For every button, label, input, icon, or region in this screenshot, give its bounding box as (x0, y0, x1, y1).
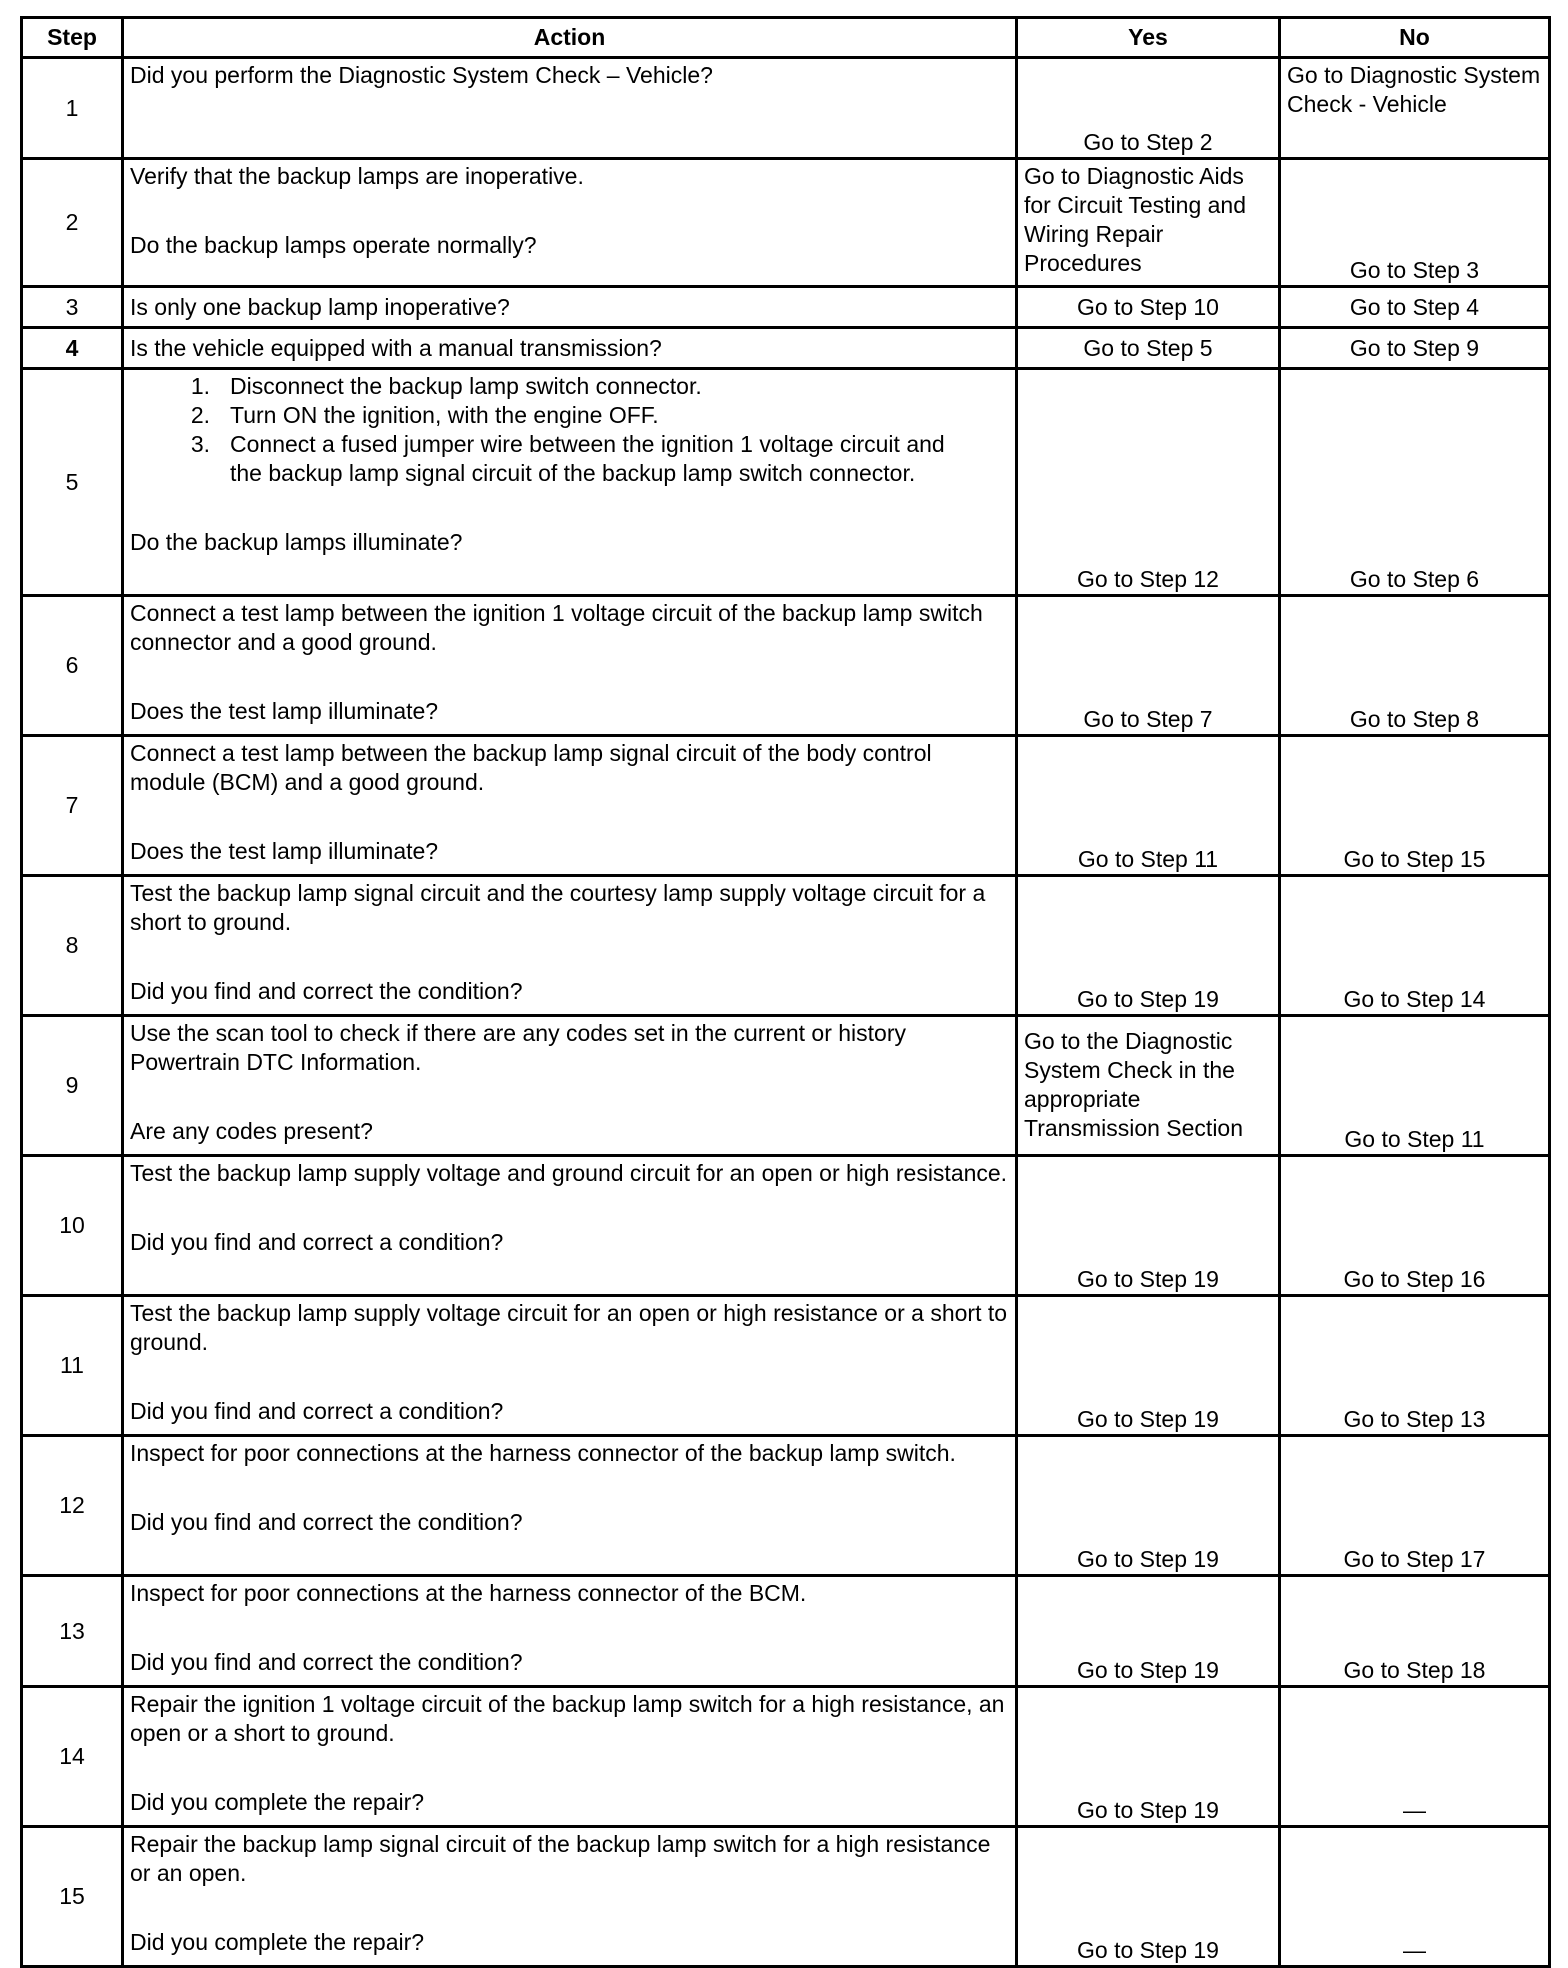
header-yes: Yes (1017, 18, 1280, 58)
action-cell (123, 1827, 1017, 1967)
action-text: Verify that the backup lamps are inoperative. (130, 163, 584, 189)
action-text: Repair the ignition 1 voltage circuit of the backup lamp switch for a high resistance, an open or a short to ground. (130, 1691, 1005, 1746)
action-cell (123, 1436, 1017, 1576)
yes-cell: Go to Step 10 (1017, 287, 1280, 328)
table-row (22, 596, 1550, 736)
header-action: Action (123, 18, 1017, 58)
action-cell (123, 736, 1017, 876)
substep-list (130, 372, 1011, 488)
action-text: Connect a test lamp between the ignition 1 voltage circuit of the backup lamp switch connector and a good ground. (130, 600, 983, 655)
step-number: 12 (22, 1436, 123, 1576)
no-cell: Go to Step 8 (1280, 596, 1550, 736)
table-row (22, 369, 1550, 596)
step-number: 5 (22, 369, 123, 596)
no-cell: Go to Step 18 (1280, 1576, 1550, 1687)
action-text: Inspect for poor connections at the harness connector of the backup lamp switch. (130, 1440, 956, 1466)
question-text: Did you find and correct the condition? (130, 1649, 523, 1675)
header-step: Step (22, 18, 123, 58)
step-number: 9 (22, 1016, 123, 1156)
step-number: 3 (22, 287, 123, 328)
substep-text: Disconnect the backup lamp switch connector. (230, 373, 702, 399)
question-text: Did you find and correct a condition? (130, 1229, 504, 1255)
question-text: Did you complete the repair? (130, 1789, 425, 1815)
action-text: Test the backup lamp supply voltage circuit for an open or high resistance or a short to ground. (130, 1300, 1008, 1355)
no-cell: Go to Step 17 (1280, 1436, 1550, 1576)
yes-cell: Go to Step 5 (1017, 328, 1280, 369)
question-text: Does the test lamp illuminate? (130, 698, 439, 724)
action-text: Is the vehicle equipped with a manual transmission? (123, 328, 1017, 369)
table-header-row (22, 18, 1550, 58)
action-cell (123, 58, 1017, 159)
no-cell: — (1280, 1687, 1550, 1827)
header-no: No (1280, 18, 1550, 58)
step-number: 15 (22, 1827, 123, 1967)
substep-item (130, 430, 1011, 488)
action-text: Test the backup lamp supply voltage and ground circuit for an open or high resistance. (130, 1160, 1008, 1186)
table-row (22, 1016, 1550, 1156)
table-row (22, 1296, 1550, 1436)
action-cell (123, 1687, 1017, 1827)
action-text: Connect a test lamp between the backup lamp signal circuit of the body control module (BCM) and a good ground. (130, 740, 932, 795)
no-cell: Go to Step 13 (1280, 1296, 1550, 1436)
yes-cell: Go to Step 2 (1017, 58, 1280, 159)
table-row (22, 1576, 1550, 1687)
action-text: Is only one backup lamp inoperative? (123, 287, 1017, 328)
no-cell: Go to Step 4 (1280, 287, 1550, 328)
yes-cell: Go to Step 19 (1017, 1436, 1280, 1576)
table-row (22, 58, 1550, 159)
yes-cell: Go to Step 19 (1017, 876, 1280, 1016)
table-row (22, 1827, 1550, 1967)
table-row (22, 1156, 1550, 1296)
action-text: Use the scan tool to check if there are any codes set in the current or history Powertrain DTC Information. (130, 1020, 907, 1075)
substep-number: 3. (190, 431, 210, 457)
step-number: 8 (22, 876, 123, 1016)
question-text: Do the backup lamps operate normally? (130, 232, 537, 258)
table-row (22, 1687, 1550, 1827)
yes-cell: Go to Step 19 (1017, 1156, 1280, 1296)
no-cell: Go to Step 15 (1280, 736, 1550, 876)
question-text: Did you find and correct a condition? (130, 1398, 504, 1424)
yes-cell: Go to Step 19 (1017, 1827, 1280, 1967)
yes-cell: Go to Step 19 (1017, 1296, 1280, 1436)
yes-cell: Go to Step 19 (1017, 1576, 1280, 1687)
no-cell: Go to Step 11 (1280, 1016, 1550, 1156)
action-cell (123, 1156, 1017, 1296)
diagnostic-table (20, 16, 1551, 1968)
table-row (22, 159, 1550, 287)
yes-cell: Go to the Diagnostic System Check in the appropriate Transmission Section (1017, 1016, 1280, 1156)
action-text: Inspect for poor connections at the harness connector of the BCM. (130, 1580, 807, 1606)
step-number: 6 (22, 596, 123, 736)
no-cell: Go to Step 14 (1280, 876, 1550, 1016)
step-number: 14 (22, 1687, 123, 1827)
question-text: Are any codes present? (130, 1118, 373, 1144)
yes-cell: Go to Diagnostic Aids for Circuit Testing and Wiring Repair Procedures (1017, 159, 1280, 287)
no-cell: — (1280, 1827, 1550, 1967)
question-text: Did you find and correct the condition? (130, 978, 523, 1004)
action-cell (123, 876, 1017, 1016)
action-text: Repair the backup lamp signal circuit of the backup lamp switch for a high resistance or an open. (130, 1831, 991, 1886)
question-text: Did you complete the repair? (130, 1929, 425, 1955)
no-cell: Go to Step 3 (1280, 159, 1550, 287)
step-number: 11 (22, 1296, 123, 1436)
substep-text: Turn ON the ignition, with the engine OFF. (230, 402, 659, 428)
action-cell (123, 596, 1017, 736)
table-row (22, 876, 1550, 1016)
step-number: 2 (22, 159, 123, 287)
no-cell: Go to Diagnostic System Check - Vehicle (1280, 58, 1550, 159)
yes-cell: Go to Step 12 (1017, 369, 1280, 596)
substep-number: 1. (190, 373, 210, 399)
no-cell: Go to Step 9 (1280, 328, 1550, 369)
no-cell: Go to Step 6 (1280, 369, 1550, 596)
substep-number: 2. (190, 402, 210, 428)
substep-text: Connect a fused jumper wire between the ignition 1 voltage circuit and the backup lamp signal circuit of the backup lamp switch connector. (230, 431, 945, 486)
action-cell (123, 159, 1017, 287)
yes-cell: Go to Step 7 (1017, 596, 1280, 736)
substep-item (130, 372, 1011, 401)
action-cell (123, 1576, 1017, 1687)
table-row (22, 736, 1550, 876)
table-row (22, 287, 1550, 328)
action-cell (123, 369, 1017, 596)
yes-cell: Go to Step 11 (1017, 736, 1280, 876)
table-row (22, 1436, 1550, 1576)
no-cell: Go to Step 16 (1280, 1156, 1550, 1296)
question-text: Did you find and correct the condition? (130, 1509, 523, 1535)
diagnostic-page (20, 16, 1548, 1968)
step-number: 1 (22, 58, 123, 159)
step-number: 7 (22, 736, 123, 876)
question-text: Does the test lamp illuminate? (130, 838, 439, 864)
step-number: 13 (22, 1576, 123, 1687)
action-text: Test the backup lamp signal circuit and the courtesy lamp supply voltage circuit for a short to ground. (130, 880, 986, 935)
action-cell (123, 1296, 1017, 1436)
table-row (22, 328, 1550, 369)
substep-item (130, 401, 1011, 430)
yes-cell: Go to Step 19 (1017, 1687, 1280, 1827)
action-cell (123, 1016, 1017, 1156)
action-text: Did you perform the Diagnostic System Check – Vehicle? (130, 62, 713, 88)
step-number: 10 (22, 1156, 123, 1296)
question-text: Do the backup lamps illuminate? (130, 529, 463, 555)
step-number: 4 (22, 328, 123, 369)
